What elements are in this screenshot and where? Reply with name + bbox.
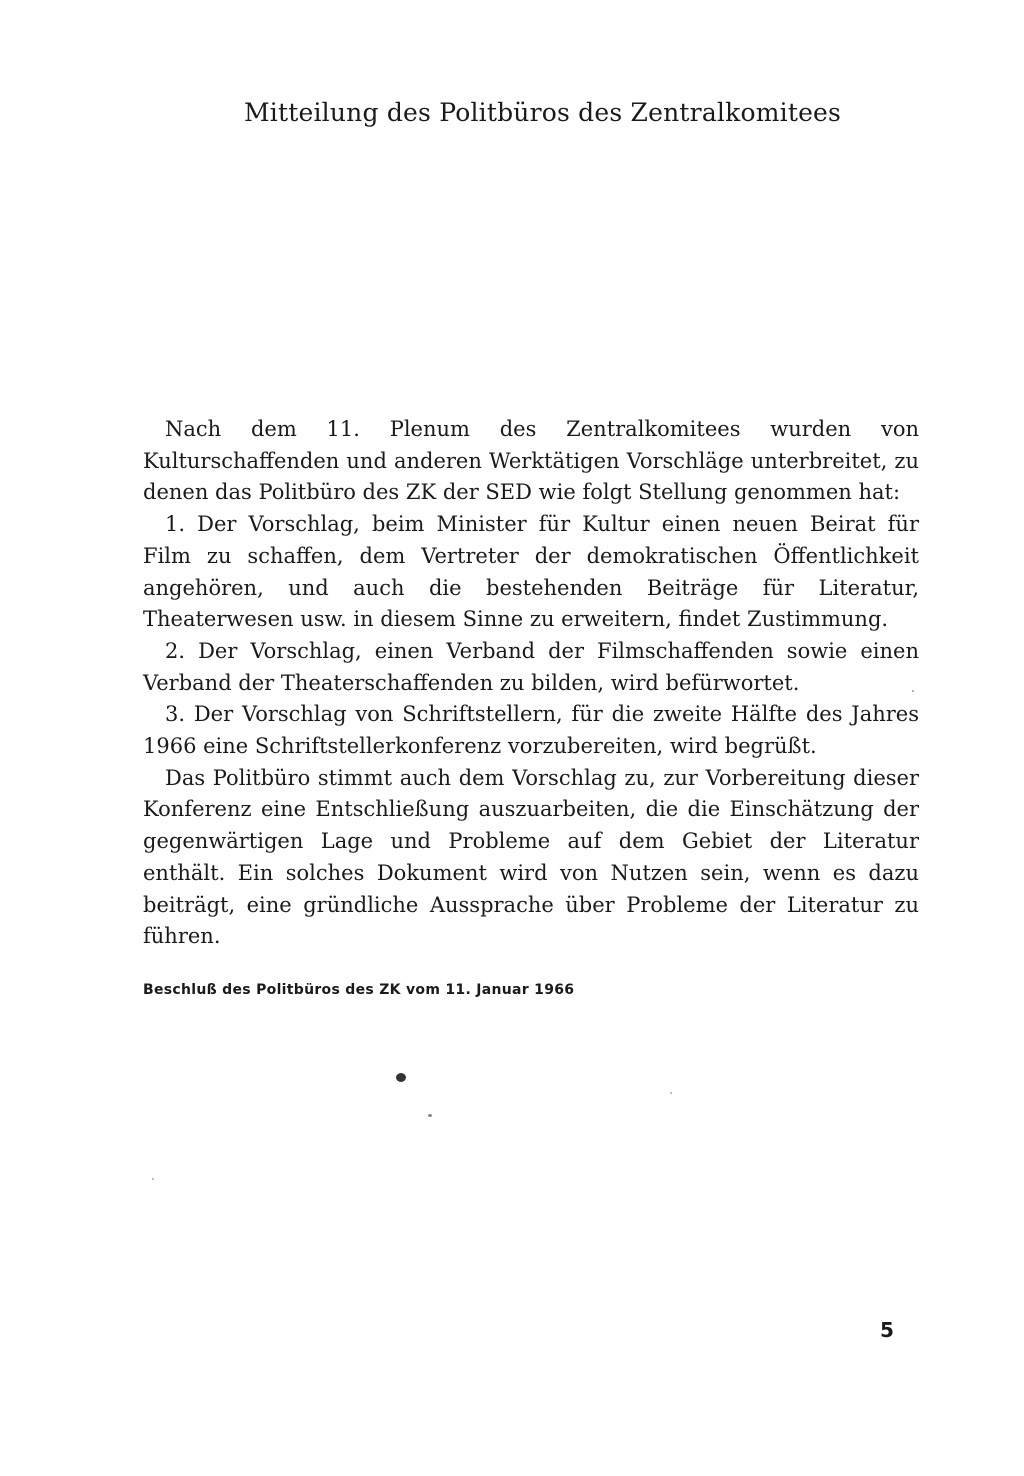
page-number: 5 <box>880 1318 894 1342</box>
ink-speck-decoration <box>670 1092 672 1094</box>
ink-speck-decoration <box>152 1178 154 1180</box>
body-text <box>143 414 919 953</box>
paragraph-item-1: 1. Der Vorschlag, beim Minister für Kultur einen neuen Beirat für Film zu schaffen, dem Vertreter der demokratischen Öffentlichkeit angehören, und auch die bestehenden Beiträge für Literatur, Theaterwesen usw. in diesem Sinne zu erweitern, findet Zustimmung. <box>143 512 919 632</box>
ink-speck-decoration <box>912 690 914 692</box>
page-title: Mitteilung des Politbüros des Zentralkomitees <box>244 98 842 127</box>
paragraph-item-3: 3. Der Vorschlag von Schriftstellern, für die zweite Hälfte des Jahres 1966 eine Schriftstellerkonferenz vorzubereiten, wird begrüßt. <box>143 702 919 759</box>
ink-blot-decoration <box>396 1073 406 1082</box>
paragraph-intro: Nach dem 11. Plenum des Zentralkomitees wurden von Kulturschaffenden und anderen Werktätigen Vorschläge unterbreitet, zu denen das Politbüro des ZK der SED wie folgt Stellung genommen hat: <box>143 417 919 505</box>
resolution-note: Beschluß des Politbüros des ZK vom 11. Januar 1966 <box>143 982 575 998</box>
paragraph-item-2: 2. Der Vorschlag, einen Verband der Filmschaffenden sowie einen Verband der Theaterschaffenden zu bilden, wird befürwortet. <box>143 638 919 695</box>
ink-speck-decoration <box>428 1114 432 1117</box>
paragraph-conclusion: Das Politbüro stimmt auch dem Vorschlag zu, zur Vorbereitung dieser Konferenz eine Entschließung auszuarbeiten, die die Einschätzung der gegenwärtigen Lage und Probleme auf dem Gebiet der Literatur enthält. Ein solches Dokument wird von Nutzen sein, wenn es dazu beiträgt, eine gründliche Aussprache über Probleme der Literatur zu führen. <box>143 765 919 949</box>
